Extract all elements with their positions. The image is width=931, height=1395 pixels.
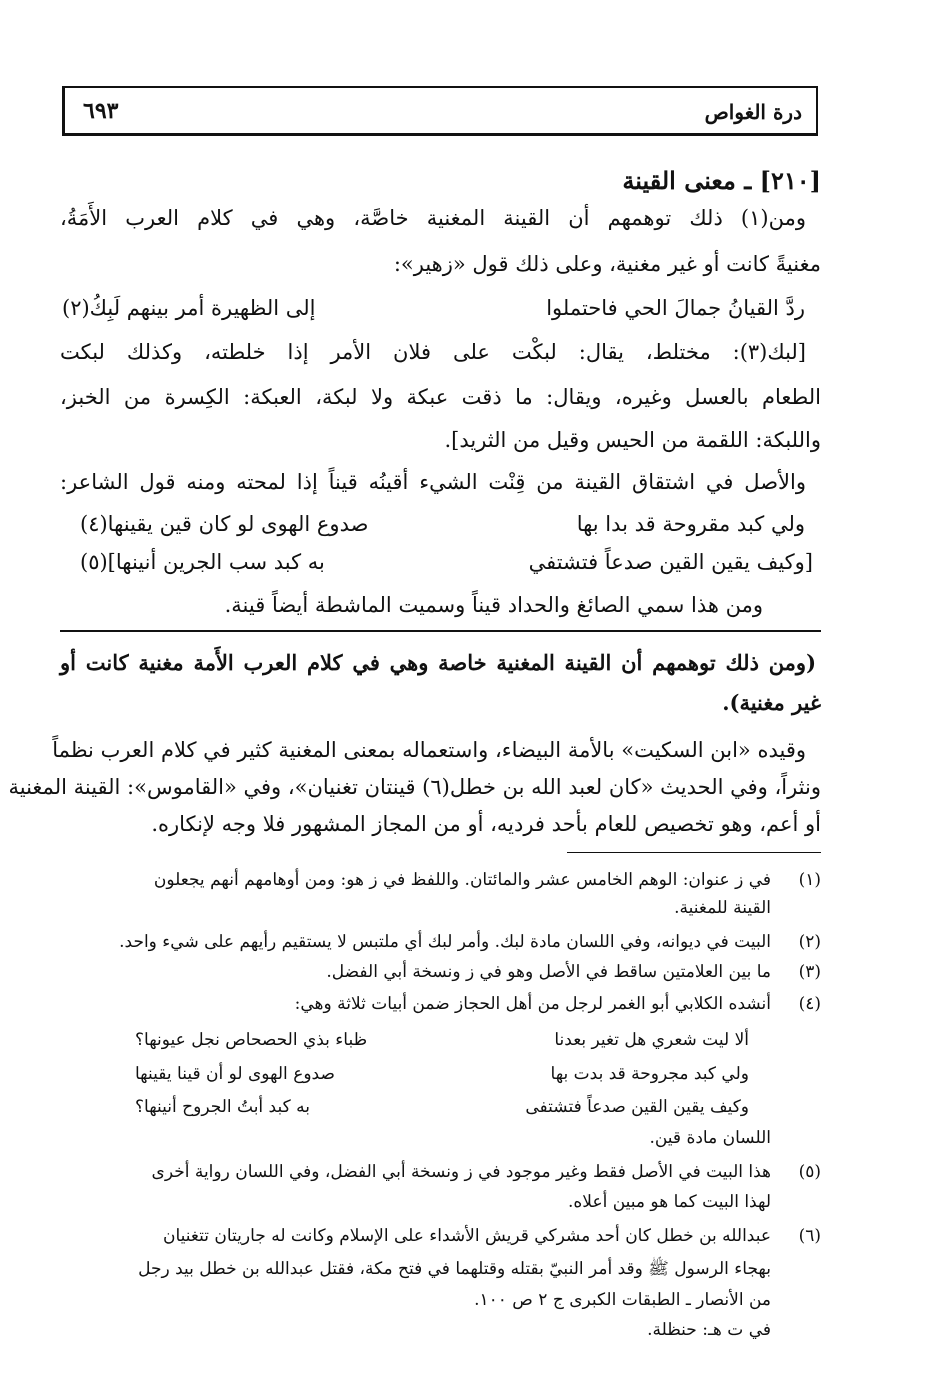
- commentary-line: ونثراً، وفي الحديث «كان لعبد الله بن خطل(٦) قينتان تغنيان»، وفي «القاموس»: القينة المغنية: [8, 775, 821, 799]
- commentary-line: أو أعم، وهو تخصيص للعام بأحد فرديه، أو من المجاز المشهور فلا وجه لإنكاره.: [151, 812, 821, 836]
- footnote-line: من الأنصار ـ الطبقات الكبرى ج ٢ ص ١٠٠.: [474, 1290, 771, 1310]
- commentary-line: وقيده «ابن السكيت» بالأمة البيضاء، واستعماله بمعنى المغنية كثير في كلام العرب نظماً: [52, 738, 806, 762]
- main-text-line: ومن(١) ذلك توهمهم أن القينة المغنية خاصَّة، وهي في كلام العرب الأَمَةُ،: [60, 206, 806, 230]
- footnote-line: اللسان مادة قين.: [649, 1128, 771, 1148]
- footnote-number: (٢): [798, 932, 821, 952]
- footnote-verse-left: به كبد أبتُ الجروح أنينها؟: [135, 1097, 310, 1117]
- footnote-line: بهجاء الرسول ﷺ وقد أمر النبيّ بقتله وقتلهما في فتح مكة، فقتل عبدالله بن خطل بيد رجل: [138, 1259, 771, 1279]
- footnote-line: أنشده الكلابي أبو الغمر لرجل من أهل الحجاز ضمن أبيات ثلاثة وهي:: [294, 994, 771, 1014]
- main-text-line: مغنيةً كانت أو غير مغنية، وعلى ذلك قول «زهير»:: [393, 252, 821, 276]
- footnote-divider: [567, 852, 821, 853]
- main-text-line: [لبك(٣): مختلط، يقال: لبكْت على فلان الأمر إذا خلطته، وكذلك لبكت: [60, 340, 806, 364]
- footnote-verse-right: ألا ليت شعري هل تغير بعدنا: [554, 1030, 749, 1050]
- footnote-line: هذا البيت في الأصل فقط وغير موجود في ز ونسخة أبي الفضل، وفي اللسان رواية أخرى: [151, 1162, 771, 1182]
- running-title: درة الغواص: [704, 100, 802, 124]
- footnote-number: (٦): [798, 1226, 821, 1246]
- main-text-line: واللبكة: اللقمة من الحيس وقيل من الثريد].: [444, 428, 821, 452]
- footnote-line: ما بين العلامتين ساقط في الأصل وهو في ز ونسخة أبي الفضل.: [326, 962, 771, 982]
- footnote-line: القينة للمغنية.: [674, 898, 771, 918]
- footnote-line: في ت هـ: حنظلة.: [647, 1320, 771, 1340]
- footnote-number: (٣): [798, 962, 821, 982]
- commentary-quote-line: غير مغنية).: [722, 690, 821, 715]
- footnote-line: في ز عنوان: الوهم الخامس عشر والمائتان. واللفظ في ز هو: ومن أوهامهم أنهم يجعلون: [153, 870, 771, 890]
- main-text-line: والأصل في اشتقاق القينة من قِنْت الشيء أقينُه قيناً إذا لمحته ومنه قول الشاعر:: [60, 470, 806, 494]
- footnote-verse-right: وكيف يقين القين صدعاً فتشتفى: [525, 1097, 749, 1117]
- verse-hemistich-left: صدوع الهوى لو كان قين يقينها(٤): [80, 512, 369, 536]
- main-text-line: الطعام بالعسل وغيره، ويقال: ما ذقت عبكة ولا لبكة، العبكة: الكِسرة من الخبز،: [60, 385, 821, 409]
- commentary-quote-line: (ومن ذلك توهمهم أن القينة المغنية خاصة وهي في كلام العرب الأَمة مغنية كانت أو: [60, 650, 816, 675]
- footnote-line: عبدالله بن خطل كان أحد مشركي قريش الأشداء على الإسلام وكانت له جاريتان تتغنيان: [162, 1226, 771, 1246]
- page-header: [62, 86, 818, 136]
- footnote-number: (١): [798, 870, 821, 890]
- verse-hemistich-right: ولي كبد مقروحة قد بدا بها: [576, 512, 805, 536]
- verse-hemistich-right: [وكيف يقين القين صدعاً فتشتفي: [528, 550, 813, 574]
- section-title: [٢١٠] ـ معنى القينة: [622, 166, 821, 195]
- verse-hemistich-left: إلى الظهيرة أمر بينهم لَبِكُ(٢): [62, 296, 316, 320]
- footnote-line: البيت في ديوانه، وفي اللسان مادة لبك. وأمر لبك أي ملتبس لا يستقيم رأيهم على شيء واحد.: [119, 932, 771, 952]
- footnote-number: (٥): [798, 1162, 821, 1182]
- footnote-verse-left: صدوع الهوى لو أن قينا يقينها: [135, 1064, 335, 1084]
- footnote-verse-right: ولي كبد مجروحة قد بدت بها: [550, 1064, 749, 1084]
- footnote-line: لهذا البيت كما هو مبين أعلاه.: [567, 1192, 771, 1212]
- commentary-divider: [60, 630, 821, 632]
- footnote-number: (٤): [798, 994, 821, 1014]
- main-text-line: ومن هذا سمي الصائغ والحداد قيناً وسميت الماشطة أيضاً قينة.: [224, 593, 763, 617]
- verse-hemistich-right: ردَّ القيانُ جمالَ الحي فاحتملوا: [546, 296, 805, 320]
- page-number: ٦٩٣: [83, 98, 119, 124]
- footnote-verse-left: ظباء بذي الحصحاص نجل عيونها؟: [135, 1030, 368, 1050]
- verse-hemistich-left: به كبد سب الجرين أنينها](٥): [80, 550, 325, 574]
